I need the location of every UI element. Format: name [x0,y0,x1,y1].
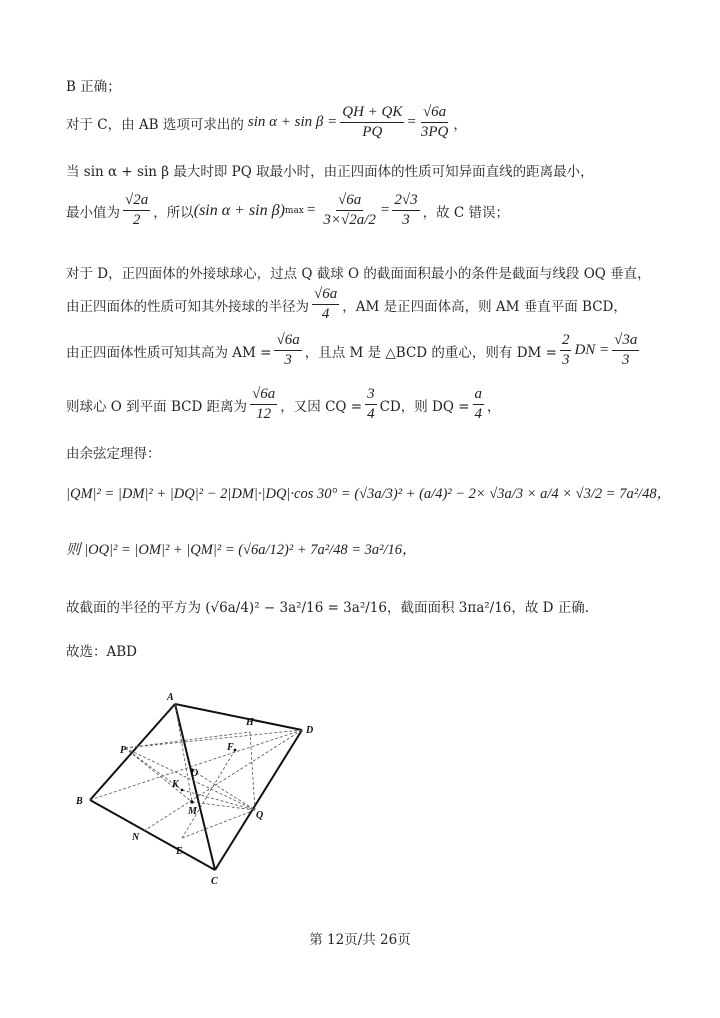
label-N: N [132,832,140,843]
line-1-text: B 正确； [66,79,121,95]
edge-AB [90,704,175,800]
line-HQ [250,732,255,810]
label-D: D [306,725,314,736]
fraction: $\frac{√6a}{4}$ [314,286,338,322]
fraction: $\frac{a}{4}$ [474,386,483,422]
point-M [190,800,193,803]
label-P: P [120,745,127,756]
label-M: M [188,806,197,817]
label-H: H [246,717,254,728]
fraction: $\frac{2√3}{3}$ [394,192,418,228]
label-K: K [172,779,179,790]
text-line-7 [66,332,642,369]
points [181,749,237,804]
line-7-mid2: DN = [574,342,610,358]
solid-edges [90,704,302,870]
text-line-11 [66,538,417,559]
fraction: $\frac{√6a}{3PQ}$ [420,104,449,140]
line-8-mid: ，又因 CQ = [280,398,363,415]
line-6-prefix: 由正四面体的性质可知其外接球的半径为 [66,298,309,315]
line-8-prefix: 则球心 O 到平面 BCD 距离为 [66,398,248,415]
line-8-mid2: CD，则 DQ = [379,398,470,415]
line-OQ [192,770,255,810]
point-F [234,749,237,752]
label-A: A [167,692,174,703]
point-K [181,789,184,792]
fraction: $\frac{QH + QK}{PQ}$ [342,104,403,140]
line-8-suffix: ， [487,398,501,415]
fraction: $\frac{√6a}{12}$ [252,386,276,422]
text-line-9 [66,442,161,462]
label-B: B [76,796,83,807]
fraction: $\frac{2}{3}$ [561,332,570,368]
fraction: $\frac{3}{4}$ [367,386,375,422]
line-12-text: 故截面的半径的平方为 (√6a/4)² − 3a²/16 = 3a²/16，截面面积 3πa²/16，故 D 正确. [66,600,590,616]
line-2-expr: sin α + sin β = [247,114,338,130]
text-line-5 [66,262,651,282]
fraction: $\frac{√3a}{3}$ [614,332,638,368]
fraction: $\frac{√2a}{2}$ [125,192,149,228]
text-line-3 [66,160,594,180]
line-4-suffix: ，故 C 错误； [422,204,510,221]
label-E: E [176,846,183,857]
line-3-text: 当 sin α + sin β 最大时即 PQ 取最小时，由正四面体的性质可知异面直线的距离最小， [66,164,594,180]
line-PM [125,748,192,802]
text-line-2: 对于 C，由 AB 选项可求出的 sin α + sin β = $\frac{QH + QK}{PQ}$ = $\frac{√6a}{3PQ}$ ， [66,104,467,140]
line-4-paren: (sin α + sin β) [193,201,285,219]
label-F: F [227,742,234,753]
line-2-prefix: 对于 C，由 AB 选项可求出的 [66,116,244,133]
line-6-suffix: ，AM 是正四面体高，则 AM 垂直平面 BCD， [342,298,627,315]
line-5-text: 对于 D，正四面体的外接球球心，过点 Q 截球 O 的截面面积最小的条件是截面与线段 OQ 垂直， [66,266,651,282]
line-7-prefix: 由正四面体性质可知其高为 AM = [66,344,272,361]
page-footer: 第 12页/共 26页 [309,932,411,948]
text-line-4: 最小值为 $\frac{√2a}{2}$ ，所以 (sin α + sin β) max = $\frac{√6a}{3\times√2a/2}$ = $\frac{2√3}{3}$ ，故 C 错误； [66,192,510,228]
line-4-prefix: 最小值为 [66,204,120,221]
edge-AD [175,704,302,730]
line-11-equation: 则 |OQ|² = |OM|² + |QM|² = (√6a/12)² + 7a²/48 = 3a²/16， [66,542,417,558]
max-subscript: max [284,205,304,216]
label-C: C [211,876,218,887]
line-PQ [125,748,255,810]
label-Q: Q [256,810,264,821]
text-line-6 [66,286,627,323]
line-9-text: 由余弦定理得： [66,446,161,462]
text-line-10 [66,482,671,503]
line-10-equation: |QM|² = |DM|² + |DQ|² − 2|DM|·|DQ|·cos 30° = (√3a/3)² + (a/4)² − 2× √3a/3 × a/4 × √3/2 = 7a²/48， [66,486,672,502]
text-line-8 [66,386,501,423]
text-line-13 [66,640,137,660]
label-O: O [191,768,199,779]
tetrahedron-figure [70,690,330,890]
fraction: $\frac{√6a}{3\times√2a/2}$ [323,192,376,228]
line-4-mid: ，所以 [153,204,194,221]
text-line-1 [66,75,121,95]
text-line-12 [66,596,589,616]
line-7-mid: ，且点 M 是 △BCD 的重心，则有 DM = [304,344,557,361]
line-2-suffix: ， [453,116,467,133]
line-13-answer: 故选：ABD [66,644,137,660]
fraction: $\frac{√6a}{3}$ [276,332,300,368]
